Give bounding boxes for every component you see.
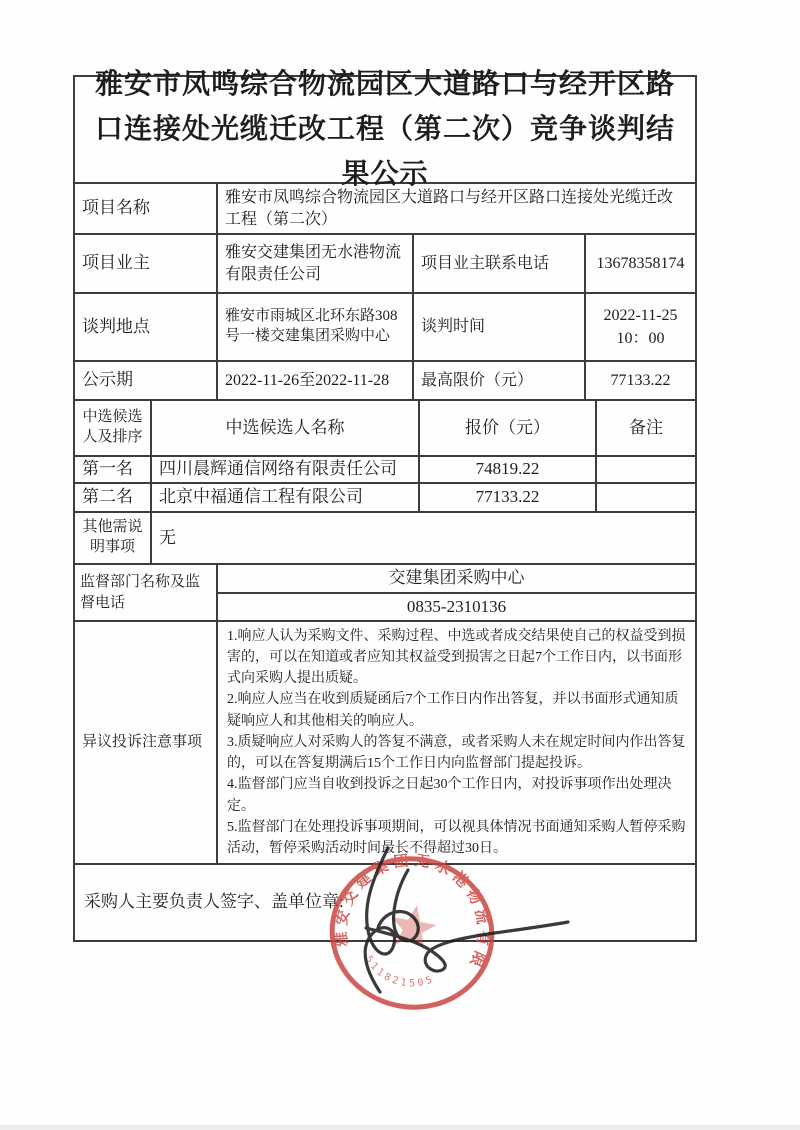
negotiation-time-value: [584, 294, 695, 360]
table-row-negotiation: [75, 292, 695, 360]
publicity-value: 2022-11-26至2022-11-28: [216, 362, 412, 399]
supervision-content: [216, 565, 695, 620]
table-row-other-notes: [75, 511, 695, 563]
candidate-2-rank: 第二名: [82, 487, 133, 507]
supervision-label: 监督部门名称及监督电话: [80, 574, 201, 611]
owner-value: 雅安交建集团无水港物流有限责任公司: [216, 235, 412, 292]
owner-phone-value: 13678358174: [584, 235, 695, 292]
objection-item-5: 5.监督部门在处理投诉事项期间，可以视具体情况书面通知采购人暂停采购活动，暂停采购活动时间最长不得超过30日。: [227, 819, 686, 857]
svg-text:511821505: [359, 953, 440, 995]
table-row-signature: [75, 863, 695, 940]
table-row-publicity: [75, 360, 695, 399]
scan-edge: [0, 1125, 800, 1130]
project-name-label: 项目名称: [82, 198, 150, 218]
signature-label: 采购人主要负责人签字、盖单位章:: [84, 892, 344, 912]
candidates-price-header: 报价（元）: [418, 401, 595, 455]
owner-label: 项目业主: [82, 253, 150, 273]
candidate-row-1: [75, 455, 695, 482]
candidate-1-name: 四川晨辉通信网络有限责任公司: [150, 457, 418, 482]
negotiation-time-date: 2022-11-25: [603, 306, 678, 324]
max-price-label: 最高限价（元）: [412, 362, 584, 399]
negotiation-location-label: 谈判地点: [82, 316, 150, 336]
negotiation-time-label: 谈判时间: [412, 294, 584, 360]
candidate-1-rank: 第一名: [82, 459, 133, 479]
objection-content: [216, 622, 695, 863]
candidates-header-row: [75, 399, 695, 455]
title-row: [75, 68, 695, 189]
candidate-2-remark: [595, 484, 695, 511]
signature-line: [75, 865, 695, 940]
publicity-label: 公示期: [82, 370, 133, 390]
negotiation-location-value: 雅安市雨城区北环东路308号一楼交建集团采购中心: [216, 294, 412, 360]
objection-item-1: 1.响应人认为采购文件、采购过程、中选或者成交结果使自己的权益受到损害的，可以在知道或者应知其权益受到损害之日起7个工作日内，以书面形式向采购人提出质疑。: [227, 628, 686, 687]
table-row-objection: [75, 620, 695, 863]
candidates-name-header: 中选候选人名称: [150, 401, 418, 455]
supervision-phone: 0835-2310136: [218, 592, 695, 621]
project-name-value: 雅安市凤鸣综合物流园区大道路口与经开区路口连接处光缆迁改工程（第二次）: [216, 184, 695, 233]
max-price-value: 77133.22: [584, 362, 695, 399]
candidate-1-remark: [595, 457, 695, 482]
supervision-department: 交建集团采购中心: [388, 568, 525, 588]
seal-ring-text: 雅安交建集团无水港物流有限责任公司: [333, 852, 491, 974]
candidate-2-price: 77133.22: [418, 484, 595, 511]
objection-item-3: 3.质疑响应人对采购人的答复不满意，或者采购人未在规定时间内作出答复的，可以在答复期满后15个工作日内向监督部门提起投诉。: [227, 734, 686, 772]
candidate-row-2: [75, 482, 695, 511]
candidates-rank-header: 中选候选人及排序: [82, 409, 143, 445]
table-row-owner: [75, 233, 695, 292]
candidate-1-price: 74819.22: [418, 457, 595, 482]
objection-item-4: 4.监督部门应当自收到投诉之日起30个工作日内，对投诉事项作出处理决定。: [227, 777, 672, 814]
other-notes-label: 其他需说明事项: [82, 519, 143, 555]
seal-code-text: 511821505: [362, 954, 437, 990]
announcement-table: [73, 68, 697, 942]
table-row-supervision: [75, 563, 695, 620]
objection-label: 异议投诉注意事项: [82, 733, 203, 750]
page-title: 雅安市凤鸣综合物流园区大道路口与经开区路口连接处光缆迁改工程（第二次）竞争谈判结果公示: [94, 68, 675, 189]
other-notes-value: 无: [150, 513, 695, 563]
objection-item-2: 2.响应人应当在收到质疑函后7个工作日内作出答复，并以书面形式通知质疑响应人和其他相关的响应人。: [227, 692, 679, 729]
negotiation-time-clock: 10：00: [616, 330, 665, 347]
table-row-project-name: [75, 182, 695, 233]
candidates-remark-header: 备注: [595, 401, 695, 455]
candidate-2-name: 北京中福通信工程有限公司: [150, 484, 418, 511]
owner-phone-label: 项目业主联系电话: [412, 235, 584, 292]
